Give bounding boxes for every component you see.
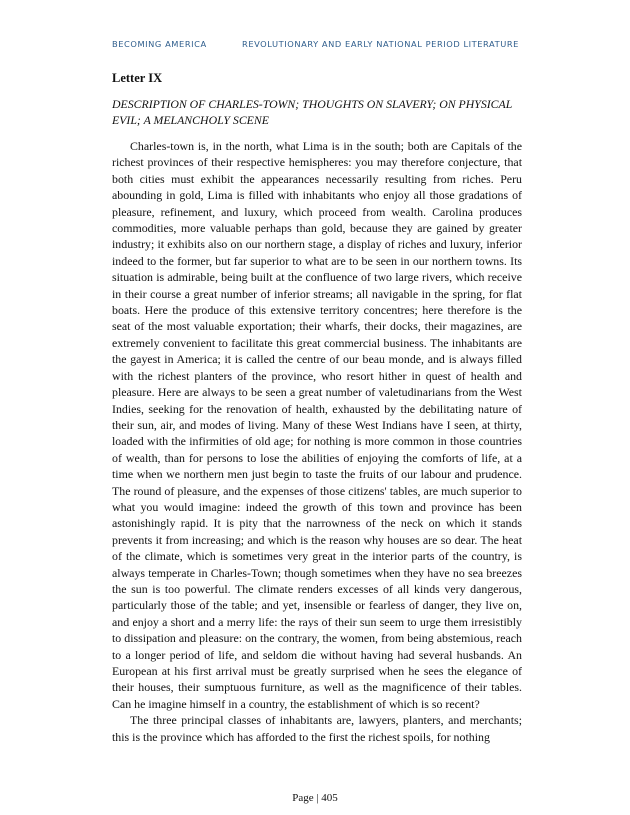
running-header	[112, 39, 532, 49]
header-book-title: BECOMING AMERICA	[112, 39, 207, 49]
body-text	[112, 138, 522, 745]
paragraph: Charles-town is, in the north, what Lima is in the south; both are Capitals of the richest provinces of their respective hemispheres: you may therefore conjecture, that both cities must exhibit the appearances necessarily resulting from riches. Peru abounding in gold, Lima is filled with inhabitants who enjoy all those gradations of pleasure, refinement, and luxury, which proceed from wealth. Carolina produces commodities, more valuable perhaps than gold, because they are gained by greater industry; it exhibits also on our northern stage, a display of riches and luxury, inferior indeed to the former, but far superior to what are to be seen in our northern towns. Its situation is admirable, being built at the confluence of two large rivers, which receive in their course a great number of inferior streams; all navigable in the spring, for flat boats. Here the produce of this extensive territory concentres; here therefore is the seat of the most valuable exportation; their wharfs, their docks, their magazines, are extremely convenient to facilitate this great commercial business. The inhabitants are the gayest in America; it is called the centre of our beau monde, and is always filled with the richest planters of the province, who resort hither in quest of health and pleasure. Here are always to be seen a great number of valetudinarians from the West Indies, seeking for the renovation of health, exhausted by the debilitating nature of their sun, air, and modes of living. Many of these West Indians have I seen, at thirty, loaded with the infirmities of old age; for nothing is more common in those countries of wealth, than for persons to lose the abilities of enjoying the comforts of life, at a time when we northern men just begin to taste the fruits of our labour and prudence. The round of pleasure, and the expenses of those citizens' tables, are much superior to what you would imagine: indeed the growth of this town and province has been astonishingly rapid. It is pity that the narrowness of the neck on which it stands prevents it from increasing; and which is the reason why houses are so dear. The heat of the climate, which is sometimes very great in the interior parts of the country, is always temperate in Charles-Town; though sometimes when they have no sea breezes the sun is too powerful. The climate renders excesses of all kinds very dangerous, particularly those of the table; and yet, insensible or fearless of danger, they live on, and enjoy a short and a merry life: the rays of their sun seem to urge them irresistibly to dissipation and pleasure: on the contrary, the women, from being abstemious, reach to a longer period of life, and seldom die without having had several husbands. An European at his first arrival must be greatly surprised when he sees the elegance of their houses, their sumptuous furniture, as well as the magnificence of their tables. Can he imagine himself in a country, the establishment of which is so recent?	[112, 139, 522, 711]
paragraph: The three principal classes of inhabitants are, lawyers, planters, and merchants; this is the province which has afforded to the first the richest spoils, for nothing	[112, 713, 522, 744]
letter-subtitle: DESCRIPTION OF CHARLES-TOWN; THOUGHTS ON SLAVERY; ON PHYSICAL EVIL; A MELANCHOLY SCENE	[112, 97, 513, 127]
header-section-title: REVOLUTIONARY AND EARLY NATIONAL PERIOD LITERATURE	[242, 39, 519, 49]
letter-title: Letter IX	[112, 71, 163, 85]
page-number: Page | 405	[292, 792, 338, 804]
